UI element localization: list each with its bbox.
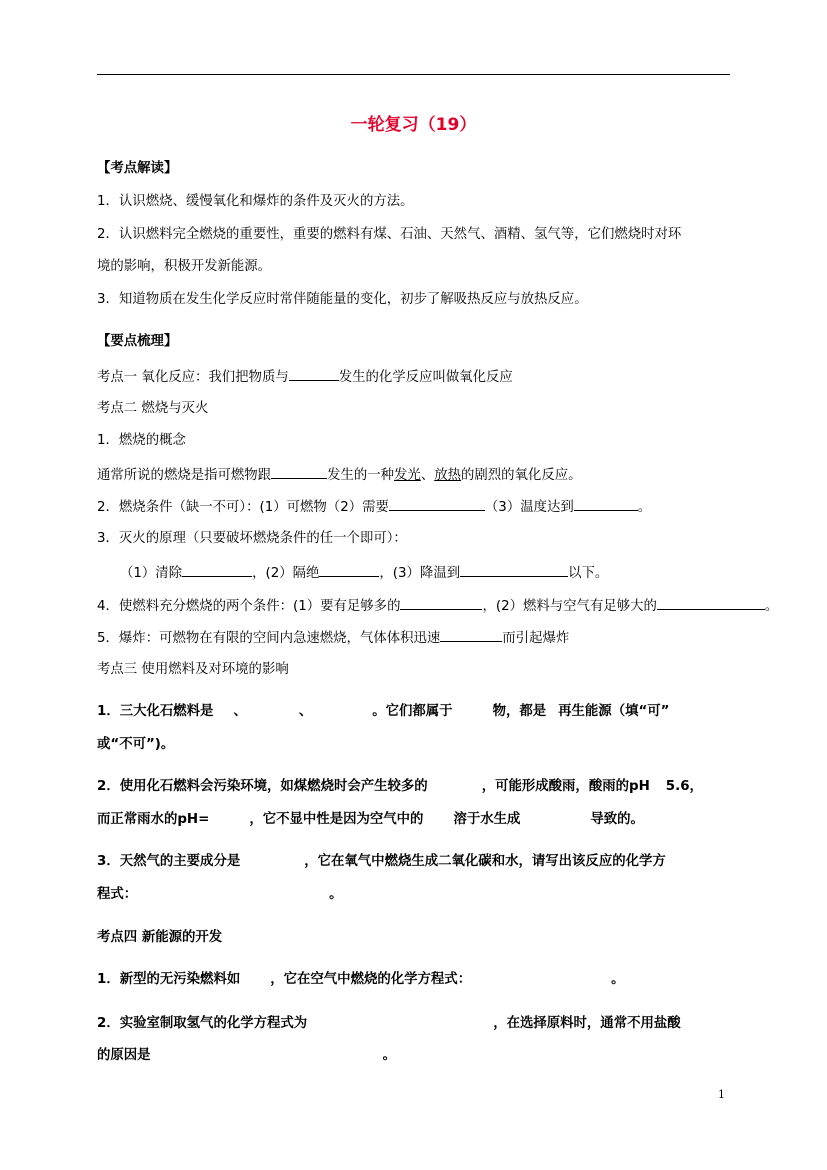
k3-1-line-cont: 或“不可”)。 <box>97 737 175 752</box>
kaodian-item-3: 3．知道物质在发生化学反应时常伴随能量的变化，初步了解吸热反应与放热反应。 <box>97 292 588 307</box>
k2-5-line: 5．爆炸：可燃物在有限的空间内急速燃烧，气体体积迅速 而引起爆炸 <box>97 628 569 648</box>
k4-2-line: 2．实验室制取氢气的化学方程式为 ，在选择原料时，通常不用盐酸 <box>97 1016 681 1031</box>
section-header-kaodian: 【考点解读】 <box>97 161 178 176</box>
page-number: 1 <box>718 1088 725 1101</box>
blank[interactable] <box>460 563 568 577</box>
k4-2-line-cont: 的原因是 。 <box>97 1048 396 1063</box>
k2-title: 考点二 燃烧与灭火 <box>97 401 209 416</box>
blank[interactable] <box>389 497 485 511</box>
k3-title: 考点三 使用燃料及对环境的影响 <box>97 662 289 677</box>
k1-line: 考点一 氧化反应：我们把物质与 发生的化学反应叫做氧化反应 <box>97 367 513 387</box>
kaodian-item-2-cont: 境的影响，积极开发新能源。 <box>97 259 272 274</box>
k2-2-line: 2．燃烧条件（缺一不可）：(1）可燃物（2）需要 （3）温度达到 。 <box>97 497 651 517</box>
k3-2-line: 2．使用化石燃料会污染环境，如煤燃烧时会产生较多的 ，可能形成酸雨，酸雨的pH 5.6， <box>97 779 703 794</box>
section-header-yaodian: 【要点梳理】 <box>97 334 178 349</box>
k2-4-line: 4．使燃料充分燃烧的两个条件：(1）要有足够多的 ，(2）燃料与空气有足够大的 。 <box>97 596 778 616</box>
k2-1-title: 1．燃烧的概念 <box>97 433 186 448</box>
blank[interactable] <box>182 563 252 577</box>
k2-3-line: （1）清除 ，(2）隔绝 ，(3）降温到 以下。 <box>120 563 608 583</box>
page-title: 一轮复习（19） <box>350 115 477 135</box>
k4-1-line: 1．新型的无污染燃料如 ，它在空气中燃烧的化学方程式： 。 <box>97 972 625 987</box>
blank[interactable] <box>400 596 482 610</box>
k2-1-line: 通常所说的燃烧是指可燃物跟 发生的一种发光、放热的剧烈的氧化反应。 <box>97 465 582 485</box>
kaodian-item-1: 1．认识燃烧、缓慢氧化和爆炸的条件及灭火的方法。 <box>97 194 414 209</box>
blank[interactable] <box>319 563 379 577</box>
blank[interactable] <box>657 596 765 610</box>
blank[interactable] <box>271 465 327 479</box>
k4-title: 考点四 新能源的开发 <box>97 930 223 945</box>
blank[interactable] <box>574 497 638 511</box>
kaodian-item-2: 2．认识燃料完全燃烧的重要性，重要的燃料有煤、石油、天然气、酒精、氢气等，它们燃烧时对环 <box>97 227 682 242</box>
k2-3-title: 3．灭火的原理（只要破坏燃烧条件的任一个即可）： <box>97 531 407 546</box>
k3-3-line-cont: 程式： 。 <box>97 887 343 902</box>
blank[interactable] <box>440 628 502 642</box>
blank[interactable] <box>289 367 339 381</box>
header-rule <box>97 74 730 75</box>
k3-2-line-cont: 而正常雨水的pH= ，它不显中性是因为空气中的 溶于水生成 导致的。 <box>97 812 644 827</box>
k3-1-line: 1．三大化石燃料是 、 、 。它们都属于 物，都是 再生能源（填“可” <box>97 704 670 719</box>
k3-3-line: 3．天然气的主要成分是 ，它在氧气中燃烧生成二氧化碳和水，请写出该反应的化学方 <box>97 854 666 869</box>
